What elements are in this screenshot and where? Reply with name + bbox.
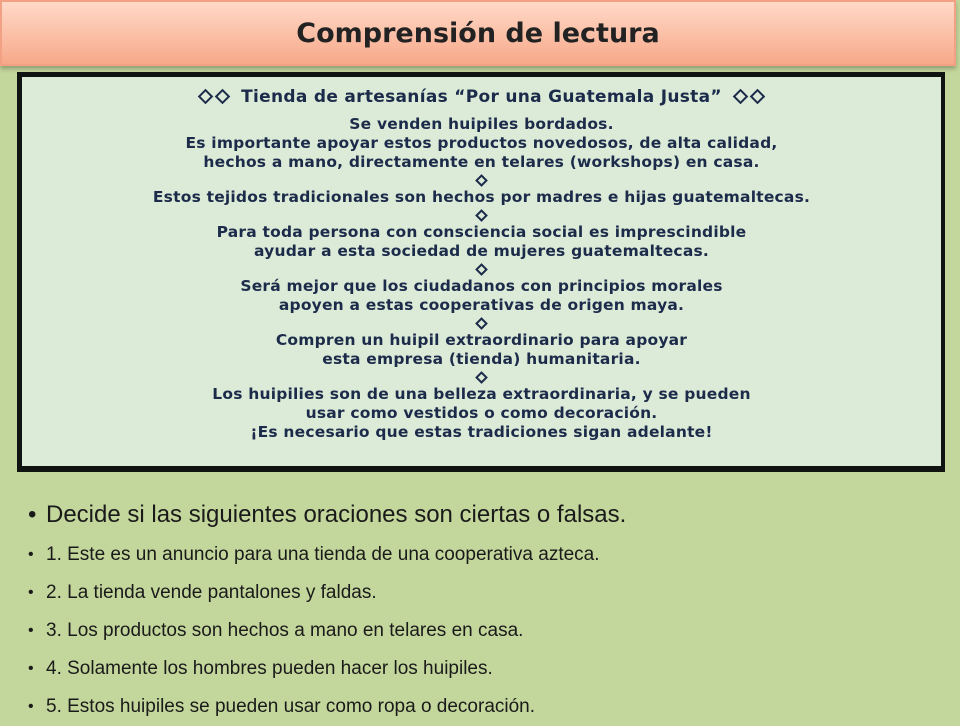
question-item-3: • 3. Los productos son hechos a mano en telares en casa. — [28, 612, 948, 650]
advertisement-content — [22, 77, 941, 466]
ad-line: Será mejor que los ciudadanos con principios morales — [240, 277, 723, 295]
ad-line: apoyen a estas cooperativas de origen maya. — [278, 296, 685, 314]
ad-group — [212, 385, 750, 442]
diamond-separator-icon — [474, 370, 489, 384]
ad-group — [217, 223, 747, 261]
ad-heading — [197, 87, 766, 107]
ad-line: Es importante apoyar estos productos novedosos, de alta calidad, — [185, 134, 778, 152]
diamond-separator-icon — [474, 262, 489, 276]
page-title: Comprensión de lectura — [296, 17, 660, 49]
ad-line: Se venden huipiles bordados. — [349, 115, 614, 133]
ad-group — [276, 331, 687, 369]
ad-line: esta empresa (tienda) humanitaria. — [322, 350, 641, 368]
ad-line: ¡Es necesario que estas tradiciones sigan adelante! — [250, 423, 713, 441]
ad-group — [153, 188, 810, 207]
diamond-ornament-icon — [197, 87, 231, 107]
diamond-separator-icon — [474, 316, 489, 330]
ad-line: Compren un huipil extraordinario para apoyar — [275, 331, 688, 349]
ad-group — [186, 115, 778, 172]
advertisement-image — [17, 72, 945, 472]
ad-heading-text: Tienda de artesanías “Por una Guatemala Justa” — [241, 87, 722, 107]
ad-line: Para toda persona con consciencia social es imprescindible — [216, 223, 747, 241]
question-item-4: • 4. Solamente los hombres pueden hacer los huipiles. — [28, 650, 948, 688]
ad-line: Estos tejidos tradicionales son hechos por madres e hijas guatemaltecas. — [152, 188, 811, 206]
question-item-5: • 5. Estos huipiles se pueden usar como ropa o decoración. — [28, 688, 948, 726]
question-item-2: • 2. La tienda vende pantalones y faldas. — [28, 574, 948, 612]
ad-line: hechos a mano, directamente en telares (workshops) en casa. — [203, 153, 760, 171]
ad-line: Los huipilies son de una belleza extraordinaria, y se pueden — [212, 385, 751, 403]
question-list — [28, 494, 948, 726]
diamond-separator-icon — [474, 173, 489, 187]
diamond-separator-icon — [474, 208, 489, 222]
title-banner — [0, 0, 956, 66]
ad-group — [240, 277, 722, 315]
diamond-ornament-icon — [732, 87, 766, 107]
instruction-text: • Decide si las siguientes oraciones son ciertas o falsas. — [28, 494, 948, 536]
question-item-1: • 1. Este es un anuncio para una tienda de una cooperativa azteca. — [28, 536, 948, 574]
ad-line: usar como vestidos o como decoración. — [305, 404, 658, 422]
ad-line: ayudar a esta sociedad de mujeres guatemaltecas. — [253, 242, 709, 260]
